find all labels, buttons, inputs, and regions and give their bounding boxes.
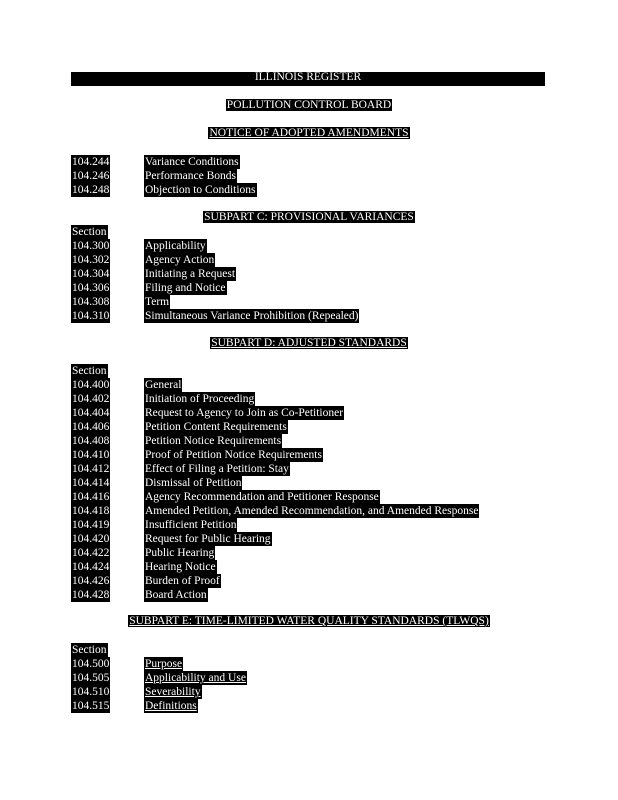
section-number: 104.400	[72, 379, 110, 391]
list-item	[71, 309, 359, 323]
section-title: Severability	[145, 686, 201, 698]
section-title: Filing and Notice	[145, 282, 226, 294]
section-label-row	[71, 364, 108, 378]
section-number: 104.408	[72, 435, 110, 447]
section-number: 104.306	[72, 282, 110, 294]
section-title: Agency Action	[145, 254, 215, 266]
section-number: 104.424	[72, 561, 110, 573]
section-title: Public Hearing	[145, 547, 215, 559]
section-number: 104.426	[72, 575, 110, 587]
section-number: 104.428	[72, 589, 110, 601]
list-item	[71, 560, 216, 574]
section-number: 104.246	[72, 170, 110, 182]
section-title: Agency Recommendation and Petitioner Response	[145, 491, 379, 503]
section-title: Simultaneous Variance Prohibition (Repealed)	[145, 310, 359, 322]
subpart-d-heading: SUBPART D: ADJUSTED STANDARDS	[211, 337, 407, 349]
section-number: 104.418	[72, 505, 110, 517]
list-item	[71, 532, 271, 546]
section-title: Request for Public Hearing	[145, 533, 271, 545]
list-item	[71, 239, 206, 253]
section-number: 104.414	[72, 477, 110, 489]
section-number: 104.419	[72, 519, 110, 531]
section-title: Request to Agency to Join as Co-Petitioner	[145, 407, 344, 419]
section-number: 104.302	[72, 254, 110, 266]
section-title: Term	[145, 296, 170, 308]
section-label: Section	[72, 226, 107, 238]
section-number: 104.244	[72, 156, 110, 168]
section-title: Board Action	[145, 589, 207, 601]
list-item	[71, 490, 379, 504]
section-title: Dismissal of Petition	[145, 477, 242, 489]
section-title: Proof of Petition Notice Requirements	[145, 449, 322, 461]
list-item	[71, 657, 183, 671]
section-title: Petition Content Requirements	[145, 421, 287, 433]
section-title: Applicability and Use	[145, 672, 246, 684]
list-item	[71, 574, 220, 588]
section-title: Petition Notice Requirements	[145, 435, 282, 447]
section-number: 104.402	[72, 393, 110, 405]
list-item	[71, 699, 197, 713]
list-item	[71, 267, 236, 281]
list-item	[71, 504, 479, 518]
section-number: 104.412	[72, 463, 110, 475]
section-title: Insufficient Petition	[145, 519, 237, 531]
subpart-e-list	[71, 643, 246, 713]
list-item	[71, 406, 344, 420]
section-title: Initiation of Proceeding	[145, 393, 255, 405]
section-number: 104.515	[72, 700, 110, 712]
section-title: Burden of Proof	[145, 575, 220, 587]
list-item	[71, 671, 246, 685]
section-number: 104.422	[72, 547, 110, 559]
subpart-e-heading: SUBPART E: TIME-LIMITED WATER QUALITY STANDARDS (TLWQS)	[129, 615, 489, 627]
list-item	[71, 448, 322, 462]
section-number: 104.310	[72, 310, 110, 322]
subpart-d-heading-line	[0, 337, 618, 350]
section-label: Section	[72, 644, 107, 656]
section-title: Purpose	[145, 658, 183, 670]
section-number: 104.510	[72, 686, 110, 698]
section-number: 104.304	[72, 268, 110, 280]
section-number: 104.416	[72, 491, 110, 503]
list-item	[71, 462, 289, 476]
section-label-row	[71, 225, 108, 239]
section-number: 104.505	[72, 672, 110, 684]
section-label: Section	[72, 365, 107, 377]
section-number: 104.248	[72, 184, 110, 196]
section-title: Amended Petition, Amended Recommendation, and Amended Response	[145, 505, 479, 517]
list-item	[71, 295, 170, 309]
list-item	[71, 476, 242, 490]
subpart-d-list	[71, 364, 479, 602]
section-number: 104.406	[72, 421, 110, 433]
list-item	[71, 253, 215, 267]
section-number: 104.300	[72, 240, 110, 252]
subpart-c-heading-line	[0, 211, 618, 224]
section-title: Objection to Conditions	[145, 184, 256, 196]
header-rule	[71, 85, 545, 86]
list-item	[71, 392, 255, 406]
list-item	[71, 546, 215, 560]
section-title: Effect of Filing a Petition: Stay	[145, 463, 289, 475]
section-title: Initiating a Request	[145, 268, 236, 280]
list-item	[71, 378, 182, 392]
section-number: 104.404	[72, 407, 110, 419]
list-item	[71, 281, 226, 295]
list-item	[71, 518, 237, 532]
notice-title-line	[0, 127, 618, 140]
section-title: Applicability	[145, 240, 206, 252]
section-title: Performance Bonds	[145, 170, 237, 182]
section-number: 104.500	[72, 658, 110, 670]
notice-title: NOTICE OF ADOPTED AMENDMENTS	[209, 127, 409, 139]
section-number: 104.410	[72, 449, 110, 461]
register-title: ILLINOIS REGISTER	[71, 72, 545, 85]
list-item	[71, 420, 287, 434]
section-title: Hearing Notice	[145, 561, 216, 573]
subpart-c-list	[71, 225, 359, 323]
list-item	[71, 588, 207, 602]
section-title: Variance Conditions	[145, 156, 239, 168]
list-item	[71, 685, 201, 699]
board-title: POLLUTION CONTROL BOARD	[226, 99, 392, 111]
board-title-line	[0, 99, 618, 112]
subpart-e-heading-line	[0, 615, 618, 628]
section-title: Definitions	[145, 700, 197, 712]
section-number: 104.420	[72, 533, 110, 545]
section-number: 104.308	[72, 296, 110, 308]
subpart-c-heading: SUBPART C: PROVISIONAL VARIANCES	[204, 211, 414, 223]
list-item	[71, 434, 282, 448]
section-title: General	[145, 379, 182, 391]
section-label-row	[71, 643, 108, 657]
